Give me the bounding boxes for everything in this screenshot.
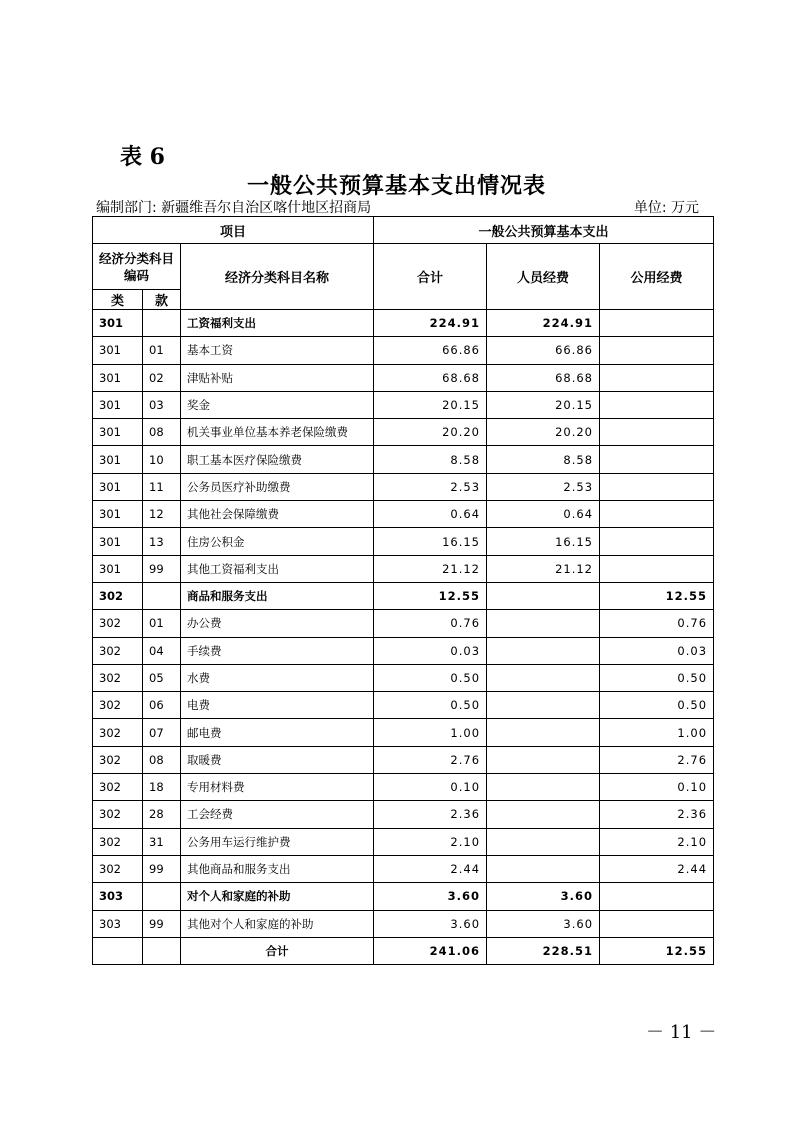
public-cell: 2.10 [600,828,714,855]
kuan-cell: 28 [143,801,181,828]
lei-cell: 302 [93,637,143,664]
name-cell: 公务用车运行维护费 [181,828,374,855]
table-row [93,391,714,418]
table-row [93,883,714,910]
lei-cell: 301 [93,446,143,473]
kuan-cell: 01 [143,337,181,364]
public-cell [600,473,714,500]
total-cell: 20.20 [374,419,487,446]
total-cell: 2.10 [374,828,487,855]
lei-cell: 303 [93,883,143,910]
header-code: 经济分类科目编码 [93,244,181,290]
table-row [93,582,714,609]
name-cell: 办公费 [181,610,374,637]
lei-cell: 303 [93,910,143,937]
name-cell: 基本工资 [181,337,374,364]
total-kuan-cell [143,937,181,964]
personnel-cell: 3.60 [487,883,600,910]
personnel-cell [487,610,600,637]
header-lei: 类 [93,290,143,310]
personnel-cell: 16.15 [487,528,600,555]
lei-cell: 302 [93,774,143,801]
kuan-cell [143,310,181,337]
public-cell [600,555,714,582]
personnel-cell: 66.86 [487,337,600,364]
public-cell: 12.55 [600,582,714,609]
total-cell: 3.60 [374,883,487,910]
total-cell: 21.12 [374,555,487,582]
kuan-cell: 18 [143,774,181,801]
total-cell: 16.15 [374,528,487,555]
budget-table [92,216,714,965]
public-cell [600,501,714,528]
name-cell: 对个人和家庭的补助 [181,883,374,910]
personnel-cell [487,855,600,882]
lei-cell: 302 [93,610,143,637]
lei-cell: 301 [93,391,143,418]
personnel-cell [487,828,600,855]
name-cell: 住房公积金 [181,528,374,555]
table-row [93,501,714,528]
header-item: 项目 [93,217,374,244]
table-row [93,419,714,446]
lei-cell: 302 [93,664,143,691]
name-cell: 机关事业单位基本养老保险缴费 [181,419,374,446]
kuan-cell: 03 [143,391,181,418]
total-cell: 0.76 [374,610,487,637]
name-cell: 邮电费 [181,719,374,746]
public-cell [600,446,714,473]
total-cell: 224.91 [374,310,487,337]
name-cell: 水费 [181,664,374,691]
table-row [93,719,714,746]
header-name: 经济分类科目名称 [181,244,374,310]
name-cell: 公务员医疗补助缴费 [181,473,374,500]
department-label: 编制部门: 新疆维吾尔自治区喀什地区招商局 [96,200,372,216]
kuan-cell: 08 [143,746,181,773]
kuan-cell: 10 [143,446,181,473]
public-cell: 0.50 [600,692,714,719]
table-body [93,310,714,938]
table-row [93,828,714,855]
total-cell: 2.36 [374,801,487,828]
kuan-cell: 99 [143,910,181,937]
header-total: 合计 [374,244,487,310]
public-cell [600,883,714,910]
table-row [93,774,714,801]
lei-cell: 301 [93,501,143,528]
public-cell [600,391,714,418]
name-cell: 专用材料费 [181,774,374,801]
personnel-cell: 0.64 [487,501,600,528]
name-cell: 职工基本医疗保险缴费 [181,446,374,473]
kuan-cell: 02 [143,364,181,391]
public-cell: 0.50 [600,664,714,691]
lei-cell: 302 [93,719,143,746]
personnel-cell [487,582,600,609]
total-sum: 241.06 [374,937,487,964]
personnel-cell: 20.15 [487,391,600,418]
lei-cell: 302 [93,801,143,828]
name-cell: 电费 [181,692,374,719]
lei-cell: 302 [93,828,143,855]
name-cell: 其他商品和服务支出 [181,855,374,882]
public-cell: 2.44 [600,855,714,882]
header-personnel: 人员经费 [487,244,600,310]
total-label: 合计 [181,937,374,964]
page-number: － 11 － [646,1022,717,1043]
name-cell: 工会经费 [181,801,374,828]
public-cell: 0.03 [600,637,714,664]
personnel-cell: 2.53 [487,473,600,500]
public-cell [600,310,714,337]
kuan-cell: 06 [143,692,181,719]
personnel-cell: 3.60 [487,910,600,937]
personnel-cell: 20.20 [487,419,600,446]
total-cell: 0.64 [374,501,487,528]
lei-cell: 301 [93,337,143,364]
kuan-cell: 08 [143,419,181,446]
personnel-cell: 8.58 [487,446,600,473]
public-cell: 1.00 [600,719,714,746]
total-cell: 0.50 [374,692,487,719]
lei-cell: 301 [93,528,143,555]
table-row [93,555,714,582]
table-row [93,446,714,473]
name-cell: 其他社会保障缴费 [181,501,374,528]
lei-cell: 302 [93,582,143,609]
lei-cell: 301 [93,310,143,337]
name-cell: 其他工资福利支出 [181,555,374,582]
lei-cell: 301 [93,555,143,582]
kuan-cell [143,883,181,910]
lei-cell: 302 [93,746,143,773]
table-label: 表 6 [120,144,165,170]
table-row [93,855,714,882]
lei-cell: 302 [93,692,143,719]
unit-label: 单位: 万元 [633,200,699,216]
public-cell: 0.10 [600,774,714,801]
kuan-cell: 13 [143,528,181,555]
table-row [93,746,714,773]
personnel-cell [487,637,600,664]
kuan-cell: 99 [143,855,181,882]
table-row [93,610,714,637]
table-row [93,528,714,555]
name-cell: 其他对个人和家庭的补助 [181,910,374,937]
name-cell: 取暖费 [181,746,374,773]
kuan-cell: 31 [143,828,181,855]
table-row [93,364,714,391]
total-cell: 12.55 [374,582,487,609]
total-cell: 0.50 [374,664,487,691]
table-row [93,637,714,664]
kuan-cell: 07 [143,719,181,746]
total-cell: 2.44 [374,855,487,882]
total-cell: 20.15 [374,391,487,418]
public-cell: 2.76 [600,746,714,773]
page-title: 一般公共预算基本支出情况表 [246,173,546,199]
total-cell: 2.76 [374,746,487,773]
personnel-cell [487,719,600,746]
personnel-cell [487,692,600,719]
personnel-cell: 21.12 [487,555,600,582]
table-row [93,473,714,500]
kuan-cell: 11 [143,473,181,500]
kuan-cell: 01 [143,610,181,637]
total-personnel: 228.51 [487,937,600,964]
table-row [93,664,714,691]
name-cell: 商品和服务支出 [181,582,374,609]
name-cell: 工资福利支出 [181,310,374,337]
total-row [93,937,714,964]
public-cell: 0.76 [600,610,714,637]
personnel-cell [487,801,600,828]
total-public: 12.55 [600,937,714,964]
total-cell: 0.03 [374,637,487,664]
kuan-cell [143,582,181,609]
table-row [93,310,714,337]
lei-cell: 301 [93,473,143,500]
public-cell [600,419,714,446]
public-cell [600,364,714,391]
public-cell [600,910,714,937]
lei-cell: 301 [93,419,143,446]
table-row [93,337,714,364]
kuan-cell: 12 [143,501,181,528]
total-cell: 0.10 [374,774,487,801]
lei-cell: 301 [93,364,143,391]
total-cell: 66.86 [374,337,487,364]
header-public: 公用经费 [600,244,714,310]
public-cell [600,337,714,364]
personnel-cell: 224.91 [487,310,600,337]
personnel-cell [487,746,600,773]
header-kuan: 款 [143,290,181,310]
public-cell [600,528,714,555]
personnel-cell: 68.68 [487,364,600,391]
table-row [93,910,714,937]
table-row [93,801,714,828]
total-cell: 68.68 [374,364,487,391]
name-cell: 手续费 [181,637,374,664]
name-cell: 奖金 [181,391,374,418]
total-cell: 1.00 [374,719,487,746]
public-cell: 2.36 [600,801,714,828]
total-cell: 3.60 [374,910,487,937]
personnel-cell [487,664,600,691]
total-cell: 8.58 [374,446,487,473]
header-budget: 一般公共预算基本支出 [374,217,714,244]
kuan-cell: 99 [143,555,181,582]
personnel-cell [487,774,600,801]
kuan-cell: 05 [143,664,181,691]
kuan-cell: 04 [143,637,181,664]
total-cell: 2.53 [374,473,487,500]
total-lei-cell [93,937,143,964]
name-cell: 津贴补贴 [181,364,374,391]
table-row [93,692,714,719]
lei-cell: 302 [93,855,143,882]
